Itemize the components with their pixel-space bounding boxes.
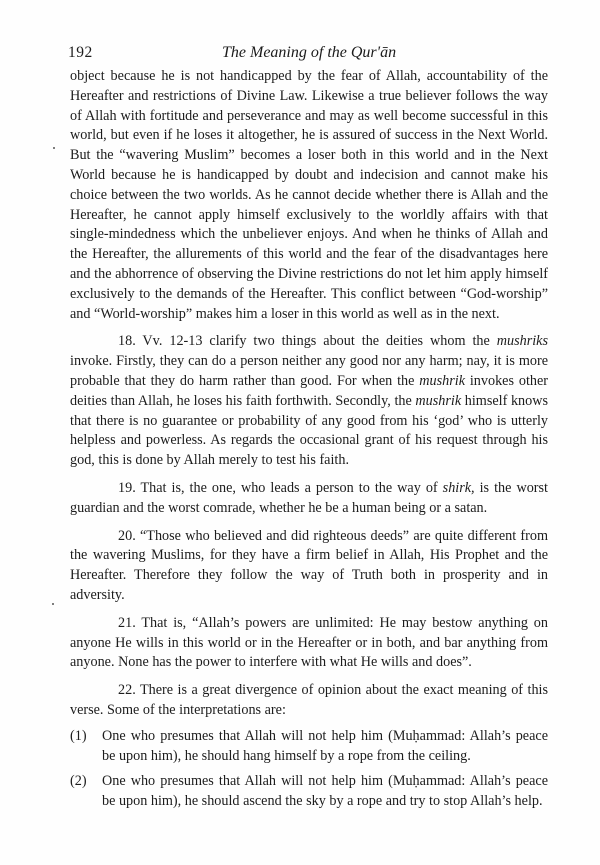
note-22: 22. There is a great divergence of opinion about the exact meaning of this verse. Some of the interpretations are: xyxy=(70,682,548,718)
scan-speck xyxy=(52,603,54,605)
note-20: 20. “Those who believed and did righteous deeds” are quite different from the wavering Muslims, for they have a firm belief in Allah, His Prophet and the Hereafter. Therefore they follow the way of Truth both in prosperity and in adversity. xyxy=(70,527,548,603)
note-text: 19. That is, the one, who leads a person to the way of xyxy=(118,479,443,496)
italic-term: mushrik xyxy=(415,392,462,409)
running-head xyxy=(0,36,600,60)
continuation-paragraph: object because he is not handicapped by the fear of Allah, accountability of the Hereafter and restrictions of Divine Law. Likewise a true believer follows the way of Allah with fortitude and perseverance and may as well become successful in this world, but even if he loses it altogether, he is assured of success in the Next World. But the “wavering Muslim” becomes a loser both in this world and in the Next World because he is handicapped by doubt and indecision and cannot make his choice between the two worlds. As he cannot decide whether there is Allah and the Hereafter, he cannot apply himself exclusively to the worldly affairs with that single-mindedness which the unbeliever enjoys. And when he thinks of Allah and the Hereafter, the allurements of this world and the fear of the disadvantages here and the abhorrence of observing the Divine restrictions do not let him apply himself exclusively to the demands of the Hereafter. This conflict between “God-worship” and “World-worship” makes him a loser in this world as well as in the next. xyxy=(70,68,548,322)
note-19 xyxy=(70,479,548,519)
list-marker: (1) xyxy=(70,727,87,744)
book-title: The Meaning of the Qur'ān xyxy=(222,44,397,61)
italic-term: shirk, xyxy=(442,479,475,496)
interpretations-list xyxy=(70,727,548,812)
page-number: 192 xyxy=(68,44,93,61)
scan-speck xyxy=(53,147,55,149)
italic-term: mushriks xyxy=(496,333,548,350)
note-text: is the worst guardian and the worst comrade, whether he be a human being or a satan. xyxy=(70,479,548,516)
interpretation-text: One who presumes that Allah will not help him (Muḥammad: Allah’s peace be upon him), he should ascend the sky by a rope and try to stop Allah’s help. xyxy=(102,773,548,810)
interpretation-item xyxy=(70,772,548,812)
note-21: 21. That is, “Allah’s powers are unlimited: He may bestow anything on anyone He wills in this world or in the Hereafter or in both, and bar anything from anyone. None has the power to interfere with what He wills and does”. xyxy=(70,614,548,671)
note-text: invoke. Firstly, they can do a person neither any good nor any harm; nay, it is more probable that they do harm rather than good. For when the xyxy=(70,353,548,389)
note-18 xyxy=(70,332,548,471)
interpretation-text: One who presumes that Allah will not help him (Muḥammad: Allah’s peace be upon him), he should hang himself by a rope from the ceiling. xyxy=(102,727,548,764)
italic-term: mushrik xyxy=(419,372,465,389)
note-text: 18. Vv. 12-13 clarify two things about the deities whom the xyxy=(118,333,497,350)
note-text: himself knows that there is no guarantee or probability of any good from his ‘god’ who is utterly helpless and powerless. As regards the occasional grant of his request through his god, this is done by Allah merely to test his faith. xyxy=(70,392,548,469)
interpretation-item xyxy=(70,727,548,767)
list-marker: (2) xyxy=(70,773,87,790)
note-text: invokes other deities than Allah, he loses his faith forthwith. Secondly, the xyxy=(70,372,548,409)
page-body xyxy=(70,67,548,818)
